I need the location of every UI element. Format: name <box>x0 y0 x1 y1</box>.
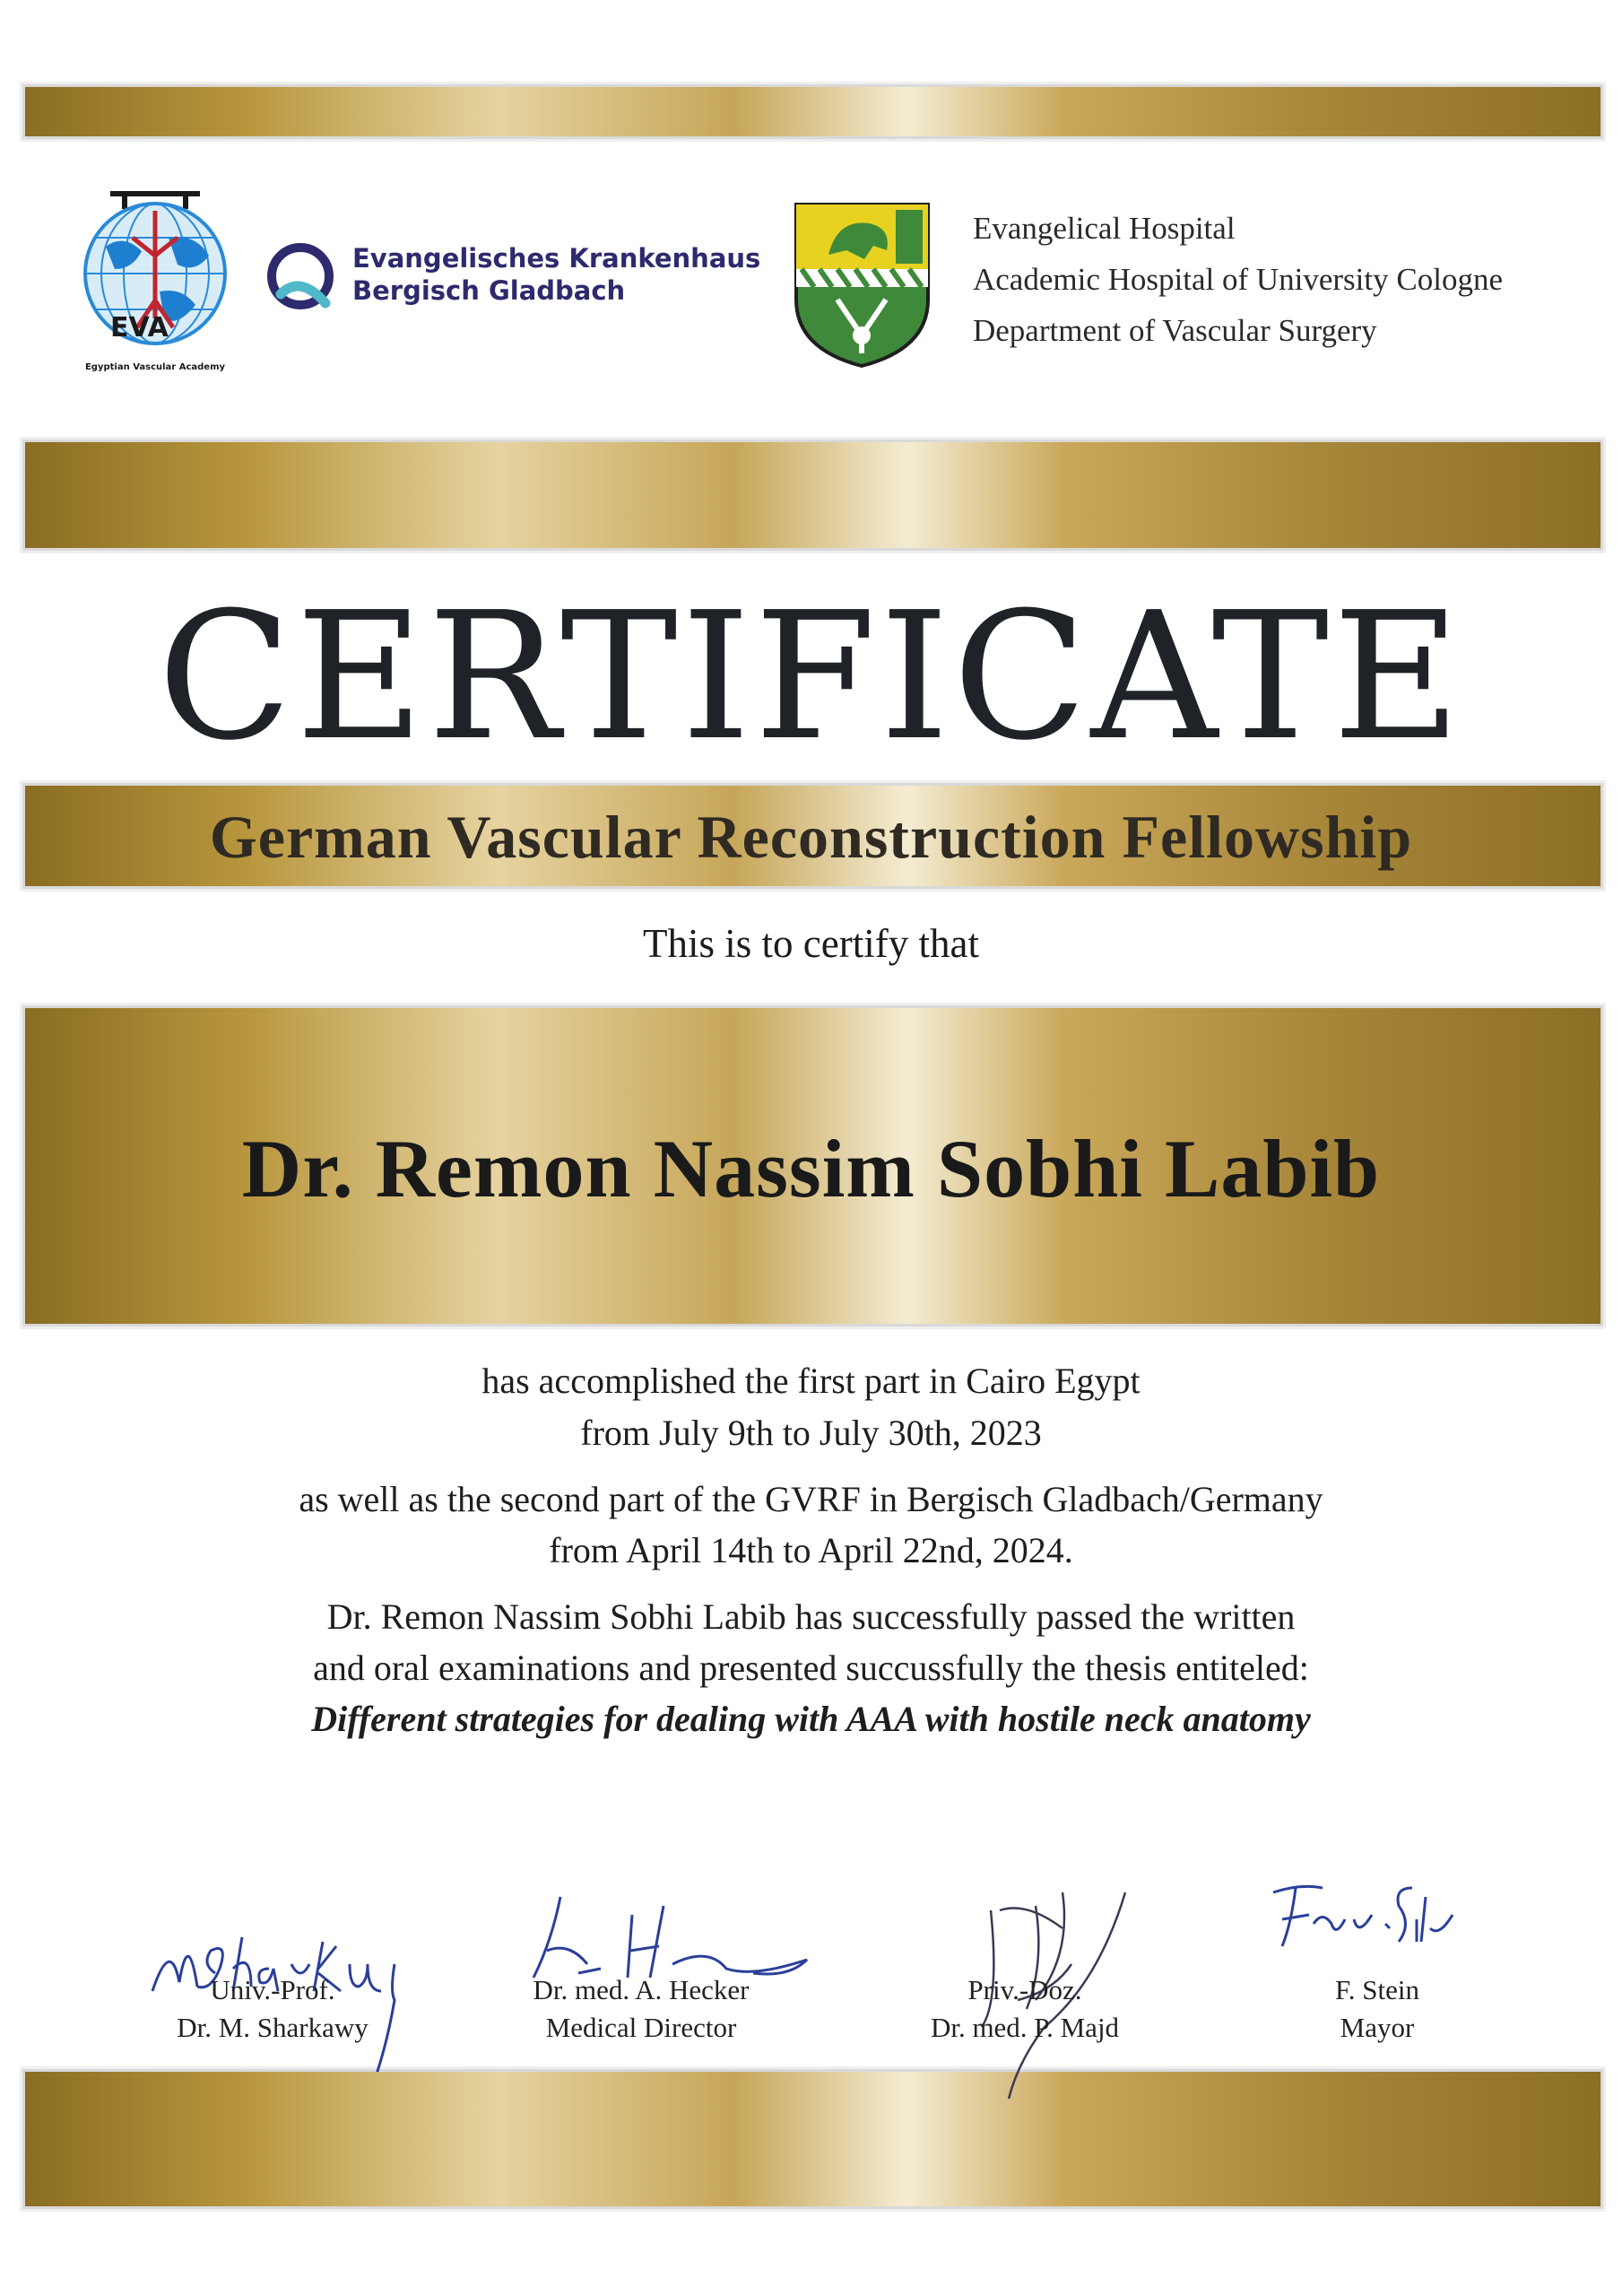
egyptian-vascular-academy-logo <box>70 184 240 377</box>
signature-stein <box>1260 1870 1466 1969</box>
body-line-6: and oral examinations and presented succussfully the thesis entiteled: <box>313 1648 1309 1688</box>
signatory-2 <box>489 1971 794 2047</box>
signatory-4-name: Mayor <box>1340 2012 1415 2043</box>
signatory-3-title: Priv.-Doz. <box>967 1974 1082 2005</box>
crest-icon <box>793 201 932 370</box>
signatory-3 <box>872 1971 1177 2047</box>
svg-text:EVA: EVA <box>110 312 169 344</box>
hospital-name-line1: Evangelisches Krankenhaus <box>352 243 761 274</box>
certificate-title: CERTIFICATE <box>157 575 1465 779</box>
institution-line3: Department of Vascular Surgery <box>973 313 1377 348</box>
institution-block <box>973 203 1503 356</box>
svg-text:Egyptian Vascular Academy: Egyptian Vascular Academy <box>84 362 226 372</box>
signatory-4 <box>1225 1971 1530 2047</box>
body-line-4: from April 14th to April 22nd, 2024. <box>549 1530 1073 1570</box>
gold-bar-top <box>25 87 1600 136</box>
institution-line2: Academic Hospital of University Cologne <box>973 262 1503 297</box>
signatory-2-name: Medical Director <box>545 2012 737 2043</box>
gold-bar-title <box>25 442 1600 548</box>
hospital-logo-icon <box>263 239 339 315</box>
body-line-5: Dr. Remon Nassim Sobhi Labib has successfully passed the written <box>326 1596 1296 1637</box>
fellowship-title: German Vascular Reconstruction Fellowship <box>209 803 1413 871</box>
hospital-name <box>352 242 760 307</box>
signatory-3-name: Dr. med. P. Majd <box>930 2012 1120 2043</box>
globe-icon <box>70 184 240 377</box>
certify-text: This is to certify that <box>643 921 979 966</box>
thesis-title: Different strategies for dealing with AAA with hostile neck anatomy <box>311 1699 1311 1739</box>
coat-of-arms <box>793 201 932 370</box>
signatory-4-title: F. Stein <box>1335 1974 1419 2005</box>
signatory-2-title: Dr. med. A. Hecker <box>533 1974 750 2005</box>
body-line-1: has accomplished the first part in Cairo Egypt <box>481 1361 1141 1401</box>
gold-bar-bottom <box>25 2072 1600 2206</box>
evangelisches-krankenhaus-logo <box>263 231 761 321</box>
signatory-1 <box>120 1971 425 2047</box>
body-line-3: as well as the second part of the GVRF in Bergisch Gladbach/Germany <box>299 1479 1323 1519</box>
signatory-1-name: Dr. M. Sharkawy <box>177 2012 369 2043</box>
signatory-1-title: Univ.-Prof. <box>210 1974 335 2005</box>
institution-line1: Evangelical Hospital <box>973 211 1236 246</box>
recipient-name: Dr. Remon Nassim Sobhi Labib <box>241 1123 1381 1214</box>
hospital-name-line2: Bergisch Gladbach <box>352 275 626 306</box>
body-line-2: from July 9th to July 30th, 2023 <box>580 1413 1042 1453</box>
